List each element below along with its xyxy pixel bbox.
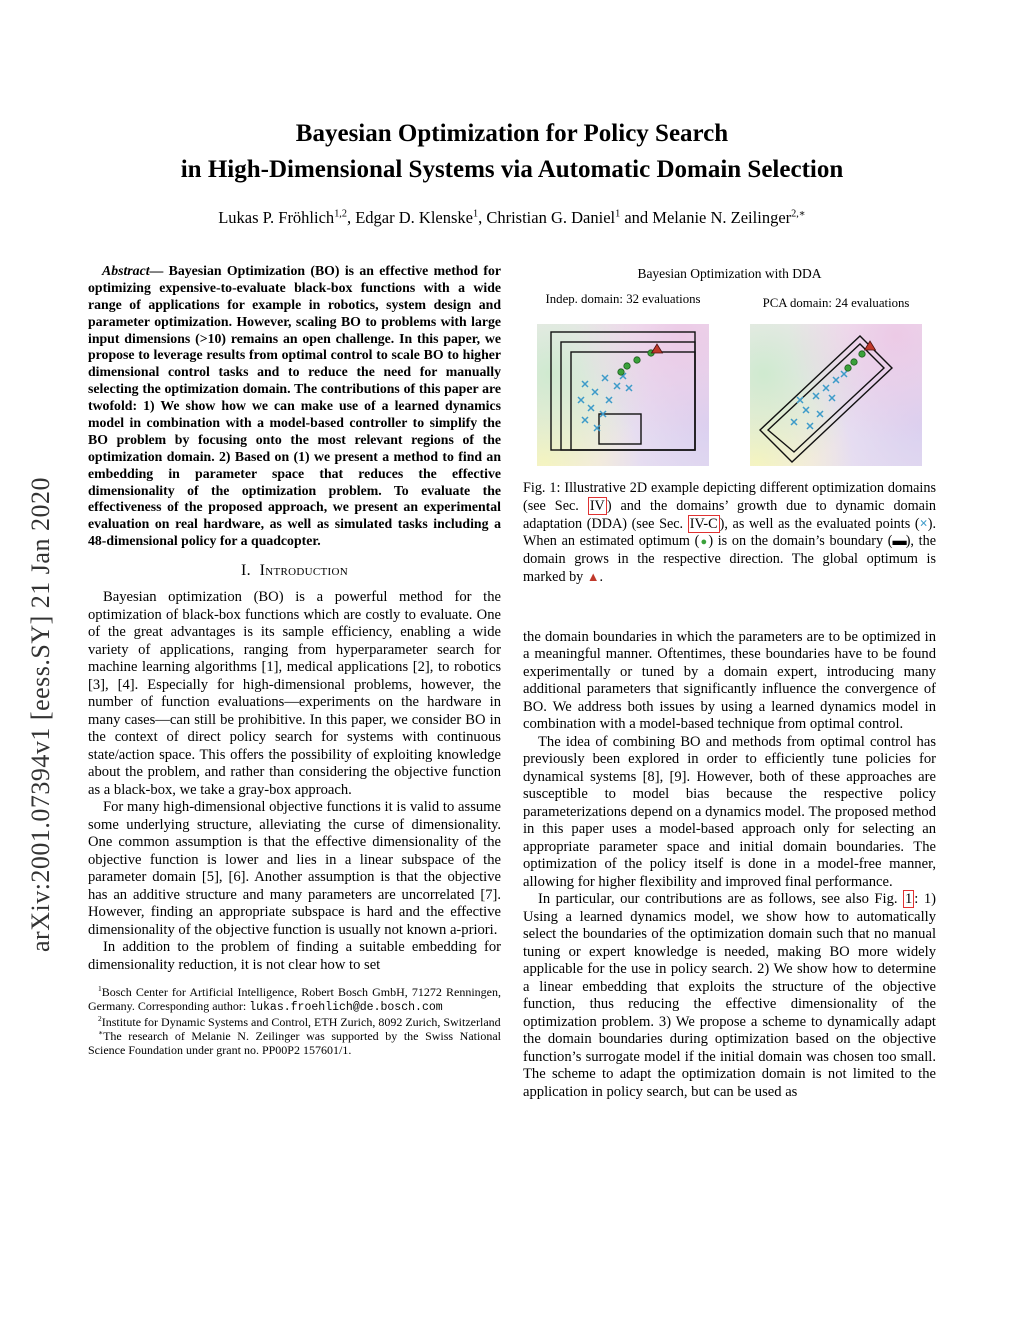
figure1-right-plot-label: PCA domain: 24 evaluations: [762, 296, 910, 310]
intro-paragraph-2: For many high-dimensional objective functions it is valid to assume some underlying structure, alleviating the curse of dimensionality. One common assumption is that the effective dimensionality of the objective function is lower and lies in a linear subspace of the parameter domain [5], [6]. Another assumption is that the objective has an additive structure and many parameters are uncorrelated [7]. However, finding an appropriate subspace is hard and the effective dimensionality of the objective function is usually not known a-priori.: [88, 799, 501, 938]
right-column-body: [523, 629, 936, 1102]
paper-title-line1: Bayesian Optimization for Policy Search: [295, 120, 729, 147]
left-column: [88, 263, 501, 1057]
right-column: [523, 263, 936, 1101]
authors-line: Lukas P. Fröhlich$^{1,2}$, Edgar D. Klenske$^1$, Christian G. Daniel$^1$ and Melanie N. Zeilinger$^{2,∗}$: [218, 208, 806, 227]
figure1-indep-domain-plot: [537, 324, 709, 466]
paper-title: [0, 116, 1024, 187]
footnote-funding: ∗The research of Melanie N. Zeilinger was supported by the Swiss National Science Foundation under grant no. PP00P2 157601/1.: [88, 1028, 501, 1058]
body-paragraph-2: The idea of combining BO and methods from optimal control has previously been explored in order to efficiently tune policies for dynamical systems [8], [9]. However, both of these approaches are susceptible to model bias because the respective policy parameterizations depend on a dynamics model. The proposed method in this paper uses a model-based approach only for selecting an appropriate parameter space and initial domain boundaries. The optimization of the policy itself is done in a model-free manner, allowing for higher flexibility and improved final performance.: [523, 733, 936, 890]
figure1-plot-labels: [523, 292, 936, 311]
footnotes: [88, 985, 501, 1057]
intro-paragraph-3: In addition to the problem of finding a suitable embedding for dimensionality reduction, it is not clear how to set: [88, 939, 501, 973]
body-paragraph-continuation: the domain boundaries in which the parameters are to be optimized in a meaningful manner. Oftentimes, these boundaries have to be found experimentally or tuned by a domain expert, introducing many additional parameters that significantly influence the convergence of BO. We address both issues by using a learned dynamics model in combination with a model-based technique from optimal control.: [523, 628, 936, 732]
section-iv-c-link[interactable]: IV-C: [689, 515, 718, 532]
figure1-left-plot-label: Indep. domain: 32 evaluations: [545, 292, 701, 306]
figure1-pca-domain-plot: [750, 324, 922, 466]
paper-title-line2: in High-Dimensional Systems via Automatic Domain Selection: [180, 155, 844, 183]
body-paragraph-3: In particular, our contributions are as follows, see also Fig. 1 : 1) Using a learned dynamics model, we show how to automatically select the boundaries of the optimization domain such that no manual tuning or expert knowledge is needed, making BO more widely applicable for the use in policy search. 2) We show how to determine a linear embedding that exploits the structure of the objective function, thus reducing the effective dimensionality of the optimization problem. 3) We propose a scheme to dynamically adapt the domain boundaries during optimization based on the objective function’s surrogate model if the initial domain was chosen too small. The scheme to adapt the optimization domain is not limited to the application in policy search, but can be used as: [523, 891, 936, 1100]
footnote-affiliation-2: $^2$Institute for Dynamic Systems and Control, ETH Zurich, 8092 Zurich, Switzerland: [98, 1013, 501, 1029]
section-heading-introduction: I. Introduction: [241, 562, 348, 580]
footnote-affiliation-1: $^1$Bosch Center for Artificial Intelligence, Robert Bosch GmbH, 71272 Renningen, Germany. Corresponding author: lukas.froehlich@de.bosch.com: [88, 984, 501, 1015]
abstract: Abstract— Bayesian Optimization (BO) is an effective method for optimizing expensive-to-evaluate black-box functions with a wide range of applications for example in robotics, system design and parameter optimization. However, scaling BO to problems with large input dimensions (>10) remains an open challenge. In this paper, we propose to leverage results from optimal control to scale BO to higher dimensional control tasks and to reduce the need for manually selecting the optimization domain. The contributions of this paper are twofold: 1) We show how we can make use of a learned dynamics model in combination with a model-based controller to simplify the BO problem by focusing onto the most relevant regions of the optimization domain. 2) Based on (1) we present a method to find an embedding in parameter space that reduces the effective dimensionality of the optimization problem. To evaluate the effectiveness of the proposed approach, we present an experimental evaluation on real hardware, as well as simulated tasks including a 48-dimensional policy for a quadcopter.: [88, 263, 501, 549]
figure-1: [523, 266, 936, 587]
section-iv-link[interactable]: IV: [589, 497, 605, 514]
figure1-header: Bayesian Optimization with DDA: [637, 266, 822, 281]
figure1-link[interactable]: 1: [905, 891, 913, 907]
intro-paragraph-1: Bayesian optimization (BO) is a powerful method for the optimization of black-box functions which are costly to evaluate. One of the great advantages is its sample efficiency, enabling a wide variety of applications, ranging from hyperparameter search for machine learning algorithms [1], medical applications [2], to robotics [3], [4]. Especially for high-dimensional problems, however, the number of function evaluations—experiments on the hardware in many cases—can still be prohibitive. In this paper, we consider BO in the context of direct policy search for systems with continuous state/action space. This offers the possibility of exploiting knowledge about the problem, and rather than considering the objective function as a black-box, we take a gray-box approach.: [88, 589, 501, 798]
figure1-caption: Fig. 1: Illustrative 2D example depicting different optimization domains (see Sec. IV ) and the domains’ growth due to dynamic domain adaptation (DDA) (see Sec. IV-C ), as well as the evaluated points (×). When an estimated optimum (●) is on the domain’s boundary (▬), the domain grows in the respective direction. The global optimum is marked by ▲.: [523, 480, 936, 585]
arxiv-stamp: arXiv:2001.07394v1 [eess.SY] 21 Jan 2020: [26, 477, 55, 952]
figure1-plots: [523, 324, 936, 466]
